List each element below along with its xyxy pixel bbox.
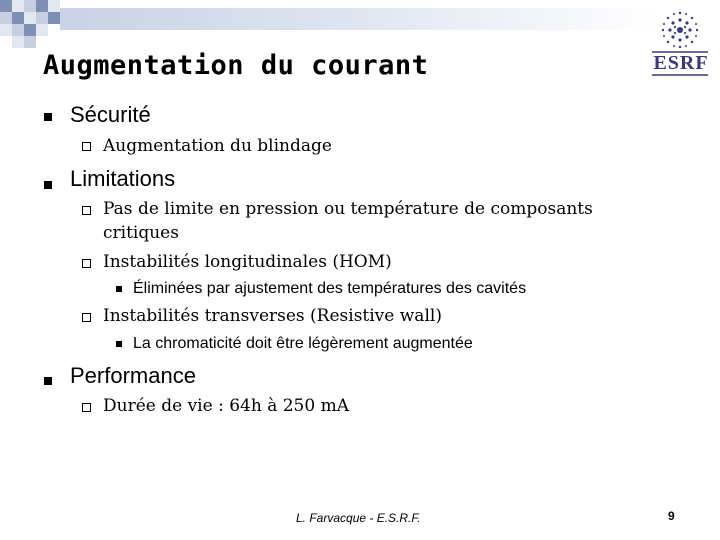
deco-square [24,24,36,36]
item-pas-de-limite-line2: critiques [103,223,179,243]
bullet-hollow-square-icon [82,313,91,322]
bullet-hollow-square-icon [82,259,91,268]
header-decoration [0,0,720,48]
item-augmentation-blindage: Augmentation du blindage [103,136,332,156]
bullet-square-icon [44,113,52,121]
bullet-hollow-square-icon [82,206,91,215]
bullet-small-square-icon [116,341,122,347]
deco-square [48,0,60,12]
deco-square [24,36,36,48]
bullet-hollow-square-icon [82,403,91,412]
deco-square [0,12,12,24]
footer-author: L. Farvacque - E.S.R.F. [296,511,421,525]
bullet-hollow-square-icon [82,142,91,151]
bullet-square-icon [44,181,52,189]
deco-square [12,0,24,12]
deco-square [12,36,24,48]
esrf-logo-text: ESRF [653,52,709,74]
deco-square [36,24,48,36]
deco-square [24,0,36,12]
bullet-square-icon [44,377,52,385]
section-heading-performance: Performance [70,363,196,388]
page-number: 9 [668,509,675,523]
item-pas-de-limite-line1: Pas de limite en pression ou température de composants [103,199,593,219]
deco-square [12,12,24,24]
deco-square [36,12,48,24]
bullet-small-square-icon [116,286,122,292]
item-instabilites-transverses: Instabilités transverses (Resistive wall) [103,306,442,326]
deco-square [24,12,36,24]
subitem-eliminees: Éliminées par ajustement des températures des cavités [133,280,527,297]
subitem-chromaticite: La chromaticité doit être légèrement augmentée [133,335,473,352]
item-duree-de-vie: Durée de vie : 64h à 250 mA [103,396,349,416]
item-instabilites-longitudinales: Instabilités longitudinales (HOM) [103,252,392,272]
slide-title: Augmentation du courant [43,50,429,81]
deco-square [48,12,60,24]
section-heading-securite: Sécurité [70,102,151,127]
section-heading-limitations: Limitations [70,166,176,191]
deco-square [0,24,12,36]
deco-square [0,0,12,12]
deco-square [12,24,24,36]
header-gradient-band [60,8,660,30]
deco-square [36,0,48,12]
